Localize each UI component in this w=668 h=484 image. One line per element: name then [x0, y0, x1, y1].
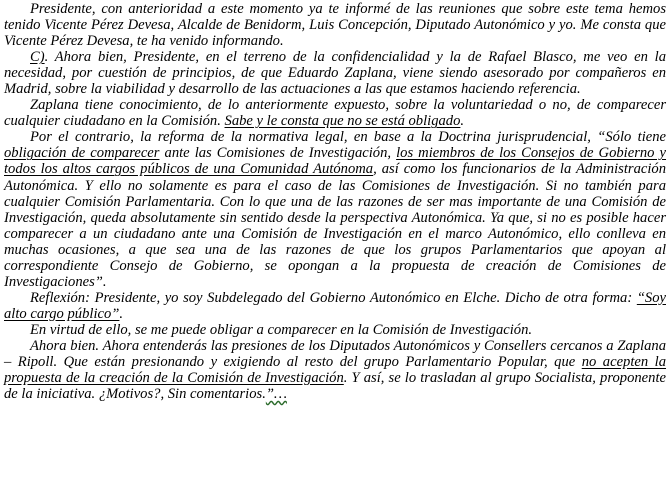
text-segment: , así como los funcionarios de la Administración Autonómica. Y ello no solamente es para el caso de las Comisiones de Investigación. Si no también para cualquier Comisión Parlamentaria. Con lo que una de las razones de ser mas importante de una Comisión de Investigación, queda absolutamente sin sentido desde la perspectiva Autonómica. Ya que, si no es posible hacer comparecer a un ciudadano ante una Comisión de Investigación en el marco Autonómico, ello conlleva en muchas ocasiones, a que sea una de las razones de que los grupos Parlamentarios que apoyan al correspondiente Consejo de Gobierno, se opongan a la propuesta de creación de Comisiones de Investigaciones”.: [4, 161, 666, 290]
paragraph-7: [4, 338, 666, 402]
text-segment: Por el contrario, la reforma de la normativa legal, en base a la Doctrina jurisprudencial, “Sólo tiene: [30, 129, 666, 146]
paragraph-2: [4, 49, 666, 97]
document-body: [4, 1, 666, 402]
underlined-text: Sabe y le consta que no se está obligado: [224, 113, 461, 130]
text-segment: .: [460, 113, 465, 130]
text-segment: .: [119, 305, 124, 322]
paragraph-6: [4, 322, 666, 338]
text-segment: . Ahora bien, Presidente, en el terreno de la confidencialidad y la de Rafael Blasco, me veo en la necesidad, por cuestión de principios, de que Eduardo Zaplana, viene siendo asesorado por compañeros en Madrid, sobre la viabilidad y desarrollo de las actuaciones a las que estamos haciendo referencia.: [4, 49, 666, 98]
underlined-text: C): [30, 49, 45, 66]
text-segment: . Y así, se lo trasladan al grupo Socialista, proponente de la iniciativa. ¿Motivos?, Sin comentarios.: [4, 370, 666, 403]
text-segment: Presidente, con anterioridad a este momento ya te informé de las reuniones que sobre este tema hemos tenido Vicente Pérez Devesa, Alcalde de Benidorm, Luis Concepción, Diputado Autonómico y yo. Me consta que Vicente Pérez Devesa, te ha venido informando.: [4, 1, 666, 50]
text-segment: Reflexión: Presidente, yo soy Subdelegado del Gobierno Autonómico en Elche. Dicho de otra forma:: [30, 289, 637, 306]
spellcheck-marked-text: ”…: [265, 386, 287, 403]
text-segment: ante las Comisiones de Investigación,: [159, 145, 397, 162]
paragraph-5: [4, 290, 666, 322]
text-segment: En virtud de ello, se me puede obligar a comparecer en la Comisión de Investigación.: [30, 321, 533, 338]
text-segment: Ahora bien. Ahora entenderás las presiones de los Diputados Autonómicos y Consellers cercanos a Zaplana – Ripoll. Que están presionando y exigiendo al resto del grupo Parlamentario Popular, que: [4, 337, 666, 371]
underlined-text: no acepten la propuesta de la creación de la Comisión de Investigación: [4, 354, 667, 387]
paragraph-3: [4, 97, 666, 129]
paragraph-4: [4, 129, 666, 289]
text-segment: Zaplana tiene conocimiento, de lo anteriormente expuesto, sobre la voluntariedad o no, de comparecer cualquier ciudadano en la Comisión.: [4, 97, 666, 130]
underlined-text: “Soy alto cargo público”: [4, 289, 666, 322]
underlined-text: obligación de comparecer: [4, 145, 160, 162]
paragraph-1: [4, 1, 666, 49]
underlined-text: los miembros de los Consejos de Gobierno y todos los altos cargos públicos de una Comunidad Autónoma: [4, 145, 667, 178]
